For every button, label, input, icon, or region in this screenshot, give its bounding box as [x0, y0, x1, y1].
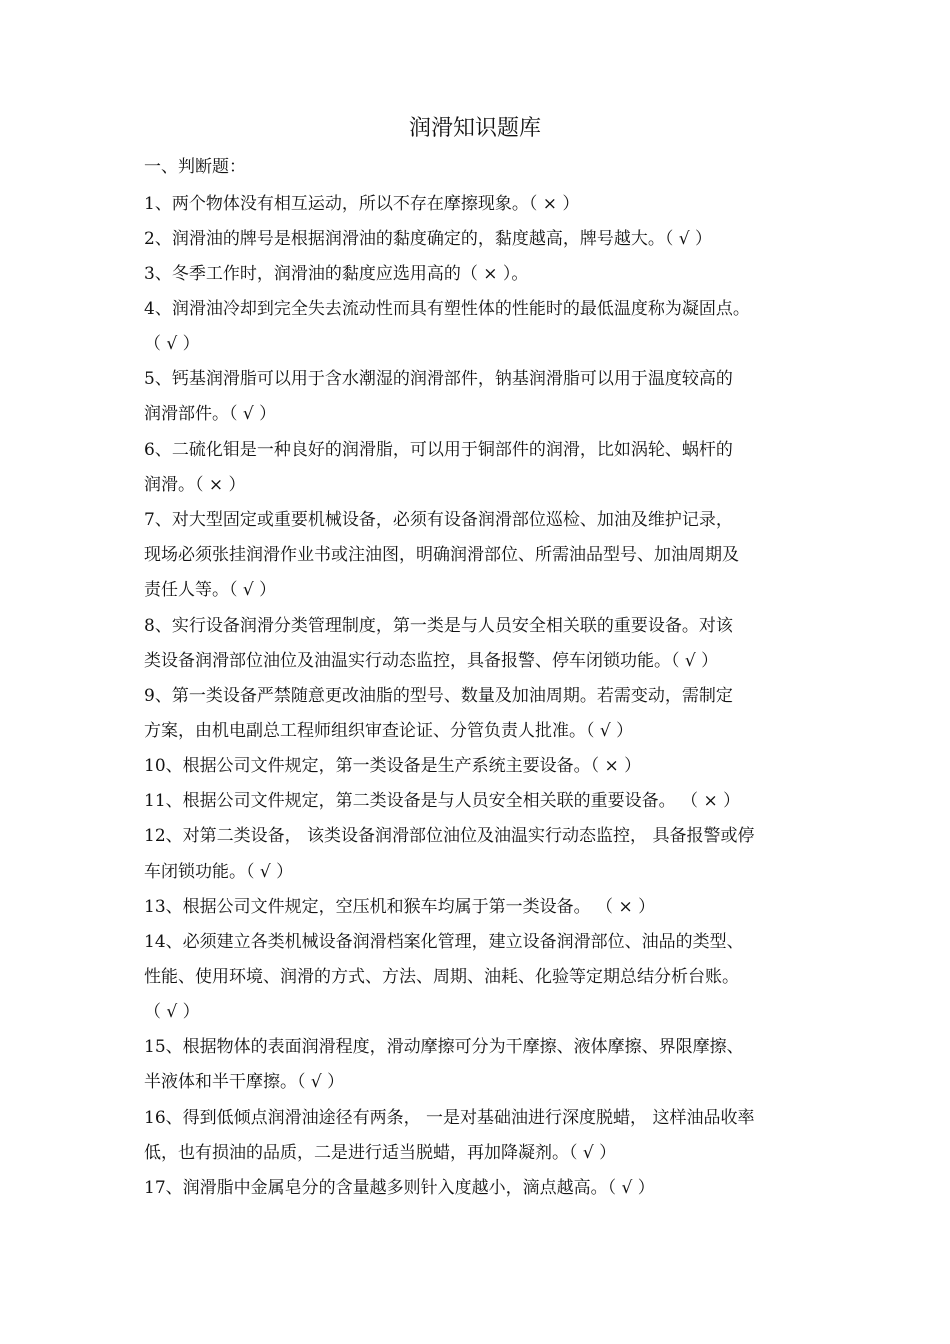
question-line: 16、得到低倾点润滑油途径有两条， 一是对基础油进行深度脱蜡， 这样油品收率 [144, 1108, 755, 1128]
question-line: 11、根据公司文件规定，第二类设备是与人员安全相关联的重要设备。 （ × ） [144, 791, 741, 811]
question-line: 10、根据公司文件规定，第一类设备是生产系统主要设备。（ × ） [144, 756, 642, 776]
question-line: 14、必须建立各类机械设备润滑档案化管理，建立设备润滑部位、油品的类型、 [144, 932, 744, 952]
question-line: 7、对大型固定或重要机械设备，必须有设备润滑部位巡检、加油及维护记录， [144, 510, 733, 530]
question-line: 8、实行设备润滑分类管理制度，第一类是与人员安全相关联的重要设备。对该 [144, 616, 733, 636]
document-title: 润滑知识题库 [408, 116, 541, 141]
question-line: 类设备润滑部位油位及油温实行动态监控，具备报警、停车闭锁功能。（ √ ） [144, 651, 719, 671]
section-heading: 一、判断题： [144, 157, 246, 177]
question-line: 性能、使用环境、润滑的方式、方法、周期、油耗、化验等定期总结分析台账。 [144, 967, 739, 987]
question-line: 2、润滑油的牌号是根据润滑油的黏度确定的，黏度越高，牌号越大。（ √ ） [144, 229, 712, 249]
question-line: 半液体和半干摩擦。（ √ ） [144, 1072, 345, 1092]
question-line: （ √ ） [144, 1002, 200, 1022]
question-line: 12、对第二类设备， 该类设备润滑部位油位及油温实行动态监控， 具备报警或停 [144, 826, 755, 846]
question-line: 责任人等。（ √ ） [144, 580, 277, 600]
question-line: 现场必须张挂润滑作业书或注油图，明确润滑部位、所需油品型号、加油周期及 [144, 545, 739, 565]
question-line: 6、二硫化钼是一种良好的润滑脂，可以用于铜部件的润滑，比如涡轮、蜗杆的 [144, 440, 733, 460]
question-line: 车闭锁功能。（ √ ） [144, 862, 294, 882]
question-line: 3、冬季工作时，润滑油的黏度应选用高的（ × ）。 [144, 264, 529, 284]
question-line: 方案，由机电副总工程师组织审查论证、分管负责人批准。（ √ ） [144, 721, 634, 741]
question-line: 低，也有损油的品质，二是进行适当脱蜡，再加降凝剂。（ √ ） [144, 1143, 617, 1163]
question-line: 润滑。（ × ） [144, 475, 246, 495]
question-line: 13、根据公司文件规定，空压机和猴车均属于第一类设备。 （ × ） [144, 897, 656, 917]
question-line: 9、第一类设备严禁随意更改油脂的型号、数量及加油周期。若需变动，需制定 [144, 686, 733, 706]
question-line: 4、润滑油冷却到完全失去流动性而具有塑性体的性能时的最低温度称为凝固点。 [144, 299, 750, 319]
question-line: 17、润滑脂中金属皂分的含量越多则针入度越小，滴点越高。（ √ ） [144, 1178, 655, 1198]
question-line: 15、根据物体的表面润滑程度，滑动摩擦可分为干摩擦、液体摩擦、界限摩擦、 [144, 1037, 744, 1057]
question-line: 1、两个物体没有相互运动，所以不存在摩擦现象。（ × ） [144, 194, 580, 214]
question-line: 润滑部件。（ √ ） [144, 404, 277, 424]
question-line: （ √ ） [144, 334, 200, 354]
question-line: 5、钙基润滑脂可以用于含水潮湿的润滑部件，钠基润滑脂可以用于温度较高的 [144, 369, 733, 389]
